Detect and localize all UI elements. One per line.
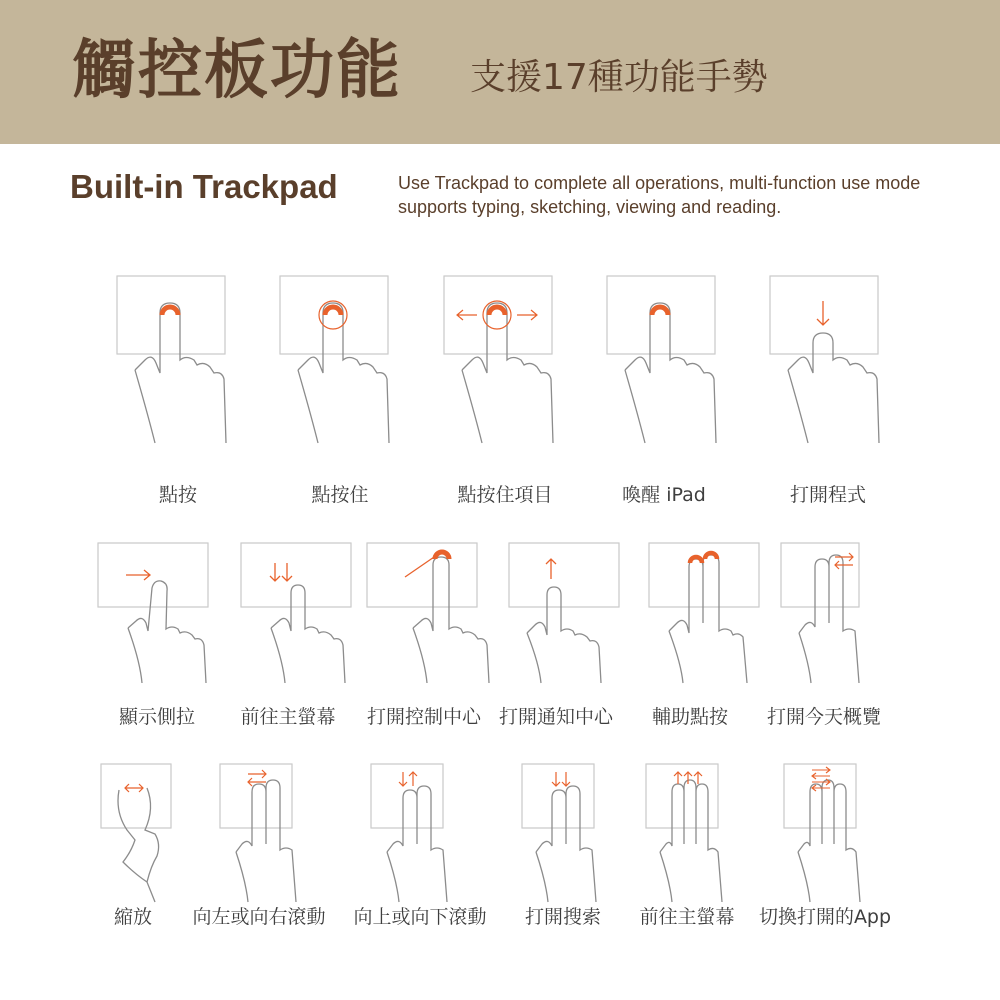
gesture-label: 前往主螢幕	[240, 706, 336, 728]
wake-icon	[590, 265, 730, 465]
scroll-vertical-icon	[355, 752, 495, 912]
press-hold-icon	[263, 265, 403, 465]
gesture-label: 打開搜索	[524, 906, 602, 928]
gesture-label: 點按	[158, 484, 198, 506]
swipe-up-icon	[493, 533, 633, 693]
swipe-down-icon	[753, 265, 893, 465]
section-description: Use Trackpad to complete all operations, multi-function use mode supports typing, sketching, viewing and reading.	[398, 173, 921, 217]
scroll-horizontal-icon	[204, 752, 344, 912]
three-finger-up-icon	[630, 752, 770, 912]
gesture-label: 切換打開的App	[758, 906, 892, 928]
corner-swipe-icon	[355, 533, 495, 693]
page-title: 觸控板功能	[72, 34, 402, 108]
section-title: Built-in Trackpad	[70, 168, 338, 205]
two-finger-tap-icon	[633, 533, 773, 693]
gesture-label: 打開程式	[789, 484, 867, 506]
gesture-label: 點按住	[311, 484, 369, 506]
gesture-label: 向上或向下滾動	[353, 906, 487, 928]
two-finger-down-icon	[225, 533, 365, 693]
gesture-label: 喚醒 iPad	[622, 484, 706, 506]
swipe-right-icon	[82, 533, 222, 693]
three-finger-down-icon	[506, 752, 646, 912]
two-finger-horizontal-icon	[765, 533, 905, 693]
gesture-label: 打開控制中心	[366, 706, 482, 728]
tap-icon	[100, 265, 240, 465]
gesture-label: 向左或向右滾動	[192, 906, 326, 928]
gesture-label: 顯示側拉	[118, 706, 196, 728]
drag-item-icon	[427, 265, 567, 465]
gesture-label: 打開今天概覽	[766, 706, 882, 728]
gesture-label: 縮放	[113, 906, 153, 928]
page-subtitle: 支援17種功能手勢	[470, 57, 768, 98]
gesture-label: 點按住項目	[457, 484, 553, 506]
gesture-label: 輔助點按	[651, 706, 729, 728]
gesture-label: 打開通知中心	[498, 706, 614, 728]
four-finger-swipe-icon	[768, 752, 908, 912]
gesture-label: 前往主螢幕	[639, 906, 735, 928]
